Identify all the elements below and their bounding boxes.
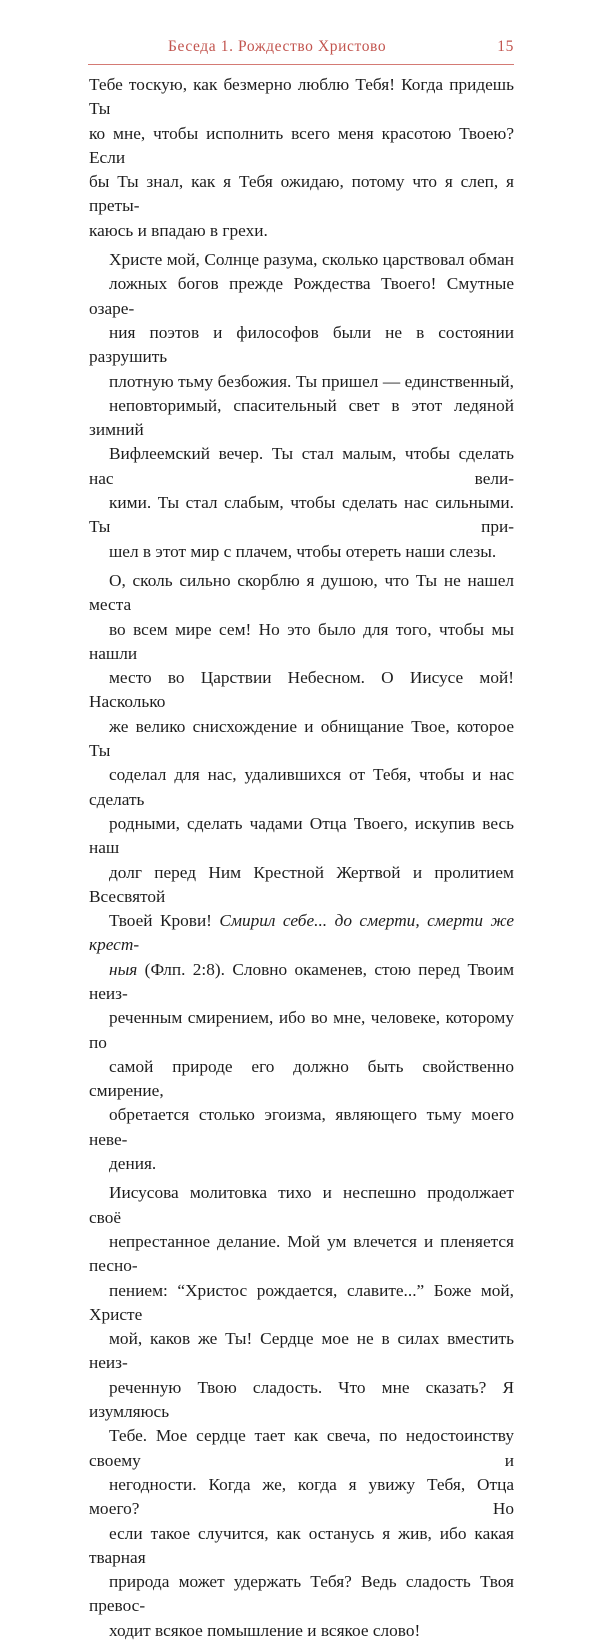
text-line: Иисусова молитовка тихо и неспешно продолжает своё <box>89 1183 514 1227</box>
scripture-quote: ныя <box>109 959 138 979</box>
text-line: самой природе его должно быть свойственно смирение, <box>89 1056 514 1101</box>
header-divider <box>88 64 514 65</box>
body-text <box>89 73 514 1643</box>
text-line: реченным смирением, ибо во мне, человеке, которому по <box>89 1008 514 1052</box>
text-line: бы Ты знал, как я Тебя ожидаю, потому что я слеп, я преты- <box>89 172 514 216</box>
text-run: Твоей Крови! <box>109 911 220 931</box>
chapter-title: Беседа 1. Рождество Христово <box>168 38 387 55</box>
text-line: природа может удержать Тебя? Ведь сладость Твоя превос- <box>89 1572 514 1616</box>
text-run: (Флп. 2:8). Словно окаменев, стою перед Твоим неиз- <box>89 959 514 1003</box>
text-line: мой, каков же Ты! Сердце мое не в силах вместить неиз- <box>89 1329 514 1373</box>
text-line: негодности. Когда же, когда я увижу Тебя, Отца моего? Но <box>89 1474 514 1519</box>
text-line <box>89 909 514 958</box>
text-line: реченную Твою сладость. Что мне сказать? Я изумляюсь <box>89 1377 514 1422</box>
paragraph <box>89 569 514 1176</box>
paragraph <box>89 1181 514 1643</box>
page-number: 15 <box>497 38 514 55</box>
text-line: родными, сделать чадами Отца Твоего, искупив весь наш <box>89 813 514 858</box>
text-line: Христе мой, Солнце разума, сколько царствовал обман <box>109 250 514 270</box>
paragraph <box>89 73 514 243</box>
text-line: пением: “Христос рождается, славите...” Боже мой, Христе <box>89 1280 514 1324</box>
text-line: во всем мире сем! Но это было для того, чтобы мы нашли <box>89 619 514 663</box>
text-line: плотную тьму безбожия. Ты пришел — единственный, <box>109 371 514 391</box>
scripture-quote: Смирил себе... до смерти, смерти же крест- <box>89 911 514 955</box>
text-line: место во Царствии Небесном. О Иисусе мой! Насколько <box>89 668 514 712</box>
text-line: неповторимый, спасительный свет в этот ледяной зимний <box>89 395 514 440</box>
text-line: же велико снисхождение и обнищание Твое, которое Ты <box>89 716 514 761</box>
text-line: соделал для нас, удалившихся от Тебя, чтобы и нас сделать <box>89 765 514 809</box>
text-line: О, сколь сильно скорблю я душою, что Ты не нашел места <box>89 570 514 615</box>
text-line: ния поэтов и философов были не в состоянии разрушить <box>89 322 514 367</box>
text-line: Тебе. Мое сердце тает как свеча, по недостоинству своему и <box>89 1426 514 1470</box>
text-line: если такое случится, как останусь я жив, ибо какая тварная <box>89 1523 514 1567</box>
text-line <box>89 958 514 1007</box>
text-line: непрестанное делание. Мой ум влечется и пленяется песно- <box>89 1231 514 1276</box>
text-line: шел в этот мир с плачем, чтобы отереть наши слезы. <box>109 541 497 561</box>
text-line: дения. <box>109 1154 157 1174</box>
running-header <box>88 38 514 60</box>
text-line: кими. Ты стал слабым, чтобы сделать нас сильными. Ты при- <box>89 493 514 537</box>
text-line: обретается столько эгоизма, являющего тьму моего неве- <box>89 1105 514 1149</box>
text-line: ложных богов прежде Рождества Твоего! Смутные озаре- <box>89 274 514 318</box>
paragraph <box>89 248 514 564</box>
text-line: ко мне, чтобы исполнить всего меня красотою Твоею? Если <box>89 123 514 167</box>
text-line: Тебе тоскую, как безмерно люблю Тебя! Когда придешь Ты <box>89 75 514 119</box>
text-line: Вифлеемский вечер. Ты стал малым, чтобы сделать нас вели- <box>89 444 514 488</box>
text-line: долг перед Ним Крестной Жертвой и пролитием Всесвятой <box>89 862 514 906</box>
text-line: ходит всякое помышление и всякое слово! <box>109 1620 421 1640</box>
text-line: каюсь и впадаю в грехи. <box>89 220 268 240</box>
